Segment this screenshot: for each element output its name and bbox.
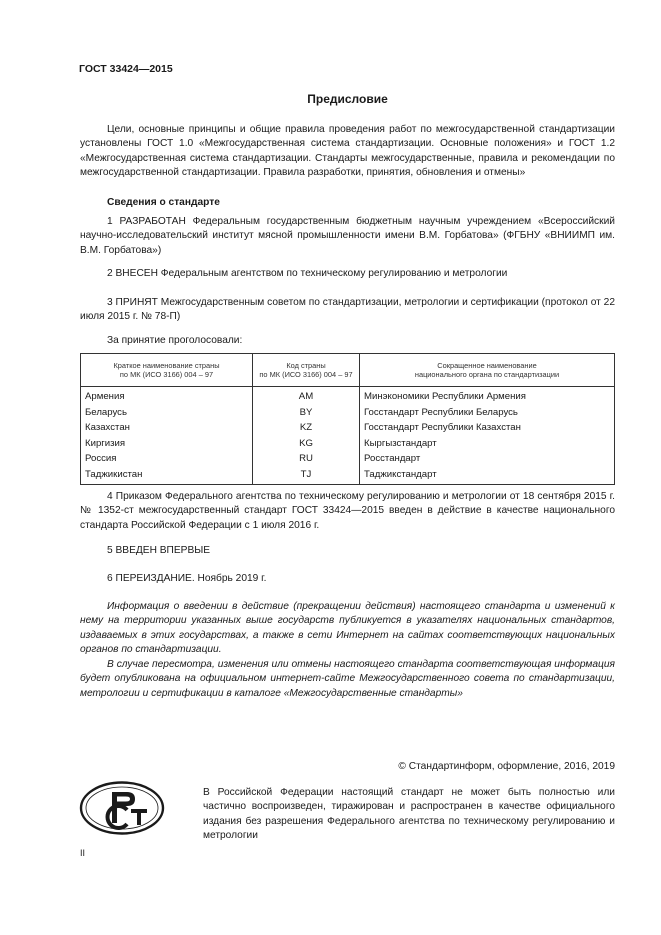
- header-standards-body: Сокращенное наименование национального органа по стандартизации: [360, 354, 615, 387]
- intro-paragraph: Цели, основные принципы и общие правила проведения работ по межгосударственной стандартизации установлены ГОСТ 1.0 «Межгосударственная система стандартизации. Основные положения» и ГОСТ 1.2 «Межгосударственная система стандартизации. Стандарты межгосударственные, правила и рекомендации по межгосударственной стандартизации. Правила разработки, принятия, обновления и отмены»: [80, 124, 615, 179]
- vote-label: За принятие проголосовали:: [107, 335, 243, 346]
- header-country-code: Код страны по МК (ИСО 3166) 004 – 97: [253, 354, 360, 387]
- item-adopted: 3 ПРИНЯТ Межгосударственным советом по стандартизации, метрологии и сертификации (протокол от 22 июля 2015 г. № 78-П): [80, 297, 615, 323]
- cell-code: AM: [253, 387, 360, 405]
- reproduction-notice: В Российской Федерации настоящий стандарт не может быть полностью или частично воспроизведен, тиражирован и распространен в качестве официального издания без разрешения Федерального агентства по техническому регулированию и метрологии: [203, 787, 615, 842]
- cell-body: Минэкономики Республики Армения: [360, 387, 615, 405]
- table-row: [81, 436, 615, 452]
- item-introduced: 5 ВВЕДЕН ВПЕРВЫЕ: [107, 545, 211, 556]
- rst-emblem-icon: [79, 780, 165, 836]
- cell-body: Госстандарт Республики Казахстан: [360, 420, 615, 436]
- cell-country: Армения: [81, 387, 253, 405]
- page-title: Предисловие: [307, 92, 388, 106]
- section-heading: Сведения о стандарте: [107, 197, 220, 208]
- info-paragraph: В случае пересмотра, изменения или отмены настоящего стандарта соответствующая информация будет опубликована на официальном интернет-сайте Межгосударственного совета по стандартизации, метрологии и сертификации в каталоге «Межгосударственные стандарты»: [80, 659, 615, 699]
- cell-country: Беларусь: [81, 405, 253, 421]
- page-number: II: [80, 848, 86, 858]
- table-row: [81, 451, 615, 467]
- cell-country: Казахстан: [81, 420, 253, 436]
- document-code: ГОСТ 33424—2015: [79, 63, 173, 75]
- table-row: [81, 387, 615, 405]
- cell-code: KZ: [253, 420, 360, 436]
- cell-body: Кыргызстандарт: [360, 436, 615, 452]
- cell-code: BY: [253, 405, 360, 421]
- cell-body: Госстандарт Республики Беларусь: [360, 405, 615, 421]
- cell-body: Росстандарт: [360, 451, 615, 467]
- table-row: [81, 467, 615, 485]
- item-reissue: 6 ПЕРЕИЗДАНИЕ. Ноябрь 2019 г.: [107, 573, 267, 584]
- cell-code: KG: [253, 436, 360, 452]
- member-states-table: [80, 353, 615, 485]
- table-row: [81, 405, 615, 421]
- info-paragraph: Информация о введении в действие (прекращении действия) настоящего стандарта и изменений к нему на территории указанных выше государств публикуется в указателях национальных стандартов, издаваемых в этих государствах, а также в сети Интернет на сайтах соответствующих национальных органов по стандартизации.: [80, 601, 615, 656]
- item-submitted: 2 ВНЕСЕН Федеральным агентством по техническому регулированию и метрологии: [107, 268, 508, 279]
- table-header-row: [81, 354, 615, 387]
- cell-country: Таджикистан: [81, 467, 253, 485]
- item-enacted: 4 Приказом Федерального агентства по техническому регулированию и метрологии от 18 сентября 2015 г. № 1352-ст межгосударственный стандарт ГОСТ 33424—2015 введен в действие в качестве национального стандарта Российской Федерации с 1 июля 2016 г.: [80, 491, 615, 531]
- cell-body: Таджикстандарт: [360, 467, 615, 485]
- copyright-line: © Стандартинформ, оформление, 2016, 2019: [398, 761, 615, 772]
- cell-code: TJ: [253, 467, 360, 485]
- header-country-name: Краткое наименование страны по МК (ИСО 3166) 004 – 97: [81, 354, 253, 387]
- table-row: [81, 420, 615, 436]
- cell-country: Киргизия: [81, 436, 253, 452]
- cell-country: Россия: [81, 451, 253, 467]
- item-developed: 1 РАЗРАБОТАН Федеральным государственным бюджетным научным учреждением «Всероссийский научно-исследовательский институт мясной промышленности имени В.М. Горбатова» (ФГБНУ «ВНИИМП им. В.М. Горбатова»): [80, 216, 615, 256]
- cell-code: RU: [253, 451, 360, 467]
